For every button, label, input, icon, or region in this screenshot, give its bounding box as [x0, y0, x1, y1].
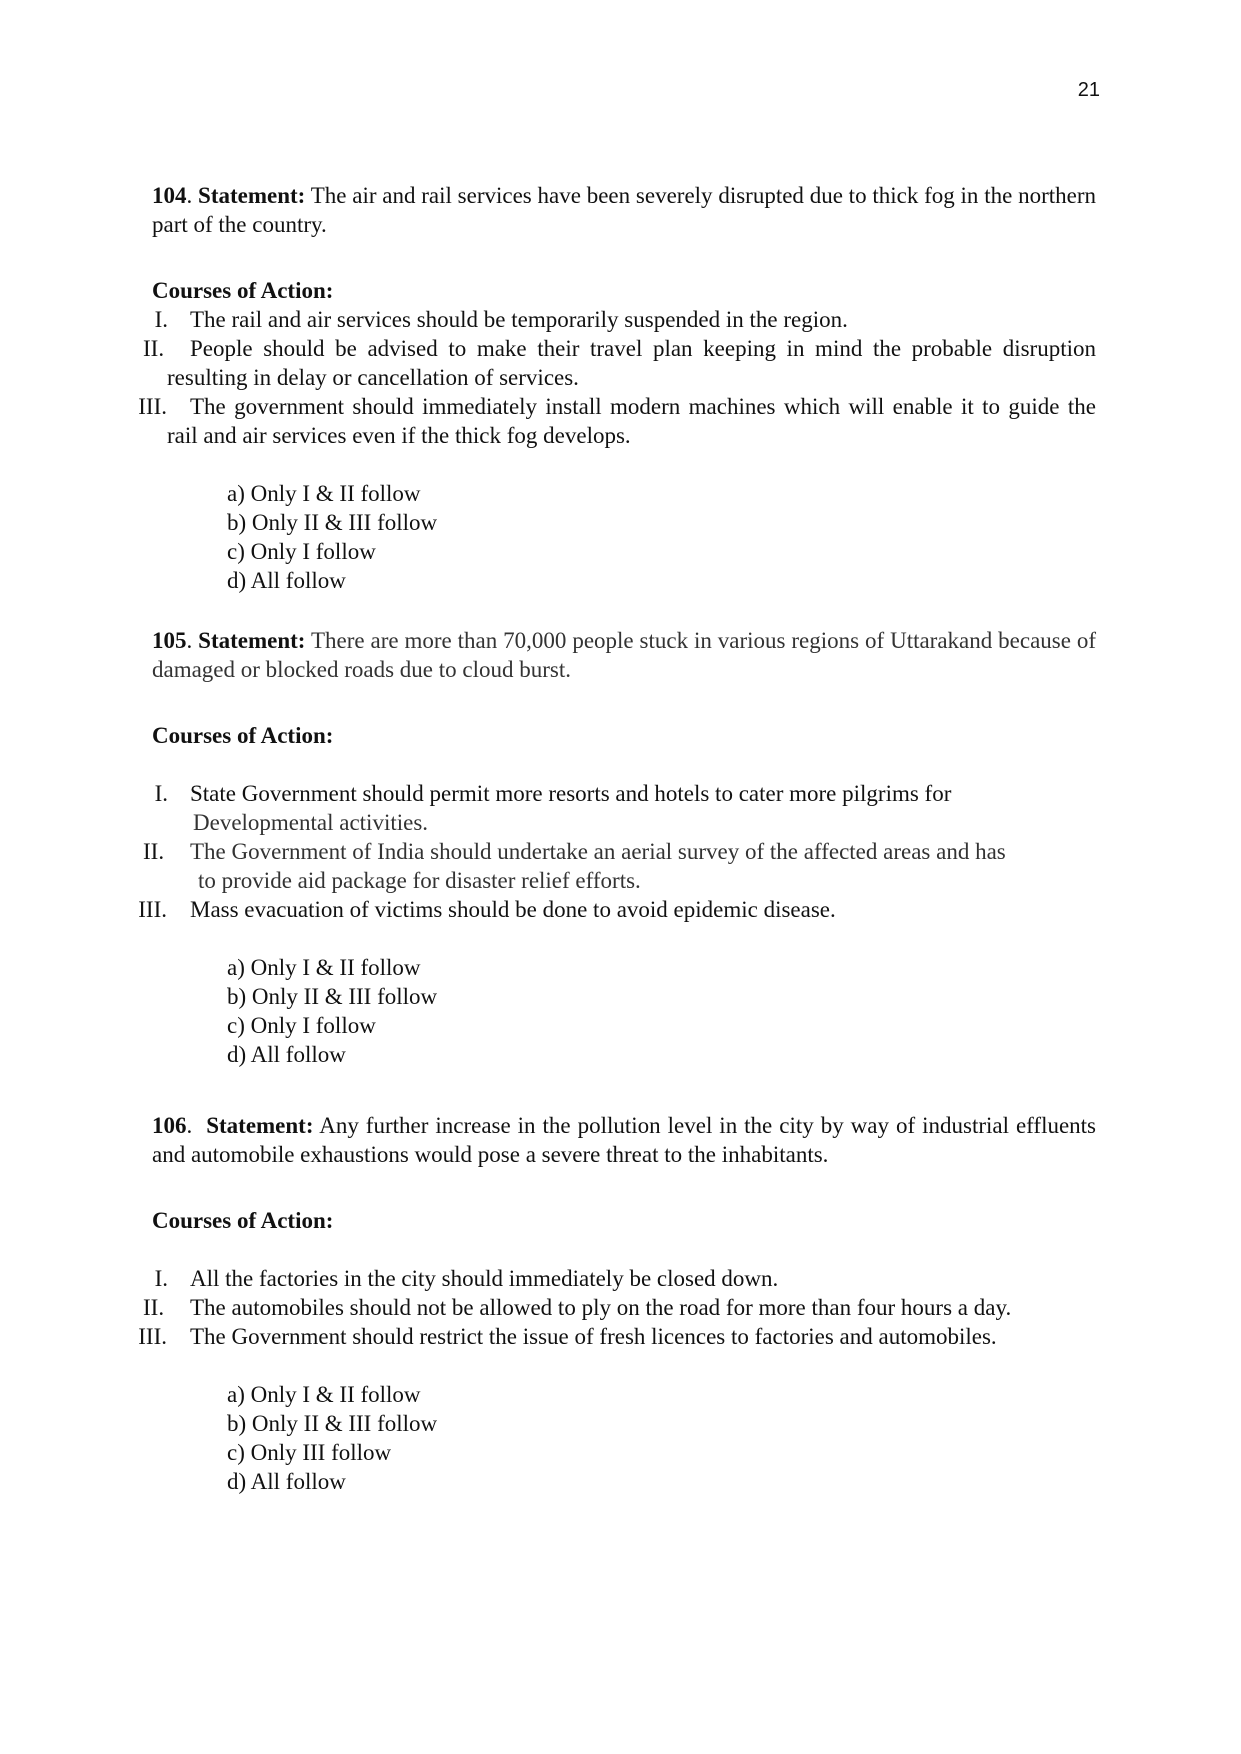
action-item: [143, 334, 1096, 392]
statement-label: Statement:: [198, 628, 306, 653]
option-d: d) All follow: [227, 568, 346, 593]
statement: 104. Statement: The air and rail services have been severely disrupted due to thick fog in the northern part of the country.: [152, 183, 1096, 237]
action-text: The Government should restrict the issue of fresh licences to factories and automobiles.: [190, 1324, 997, 1349]
answer-options: [152, 953, 1096, 1069]
action-item: [143, 837, 1096, 895]
option-c: c) Only III follow: [227, 1440, 392, 1465]
question-106: [138, 1111, 1097, 1496]
action-numeral: II.: [143, 336, 165, 361]
option-d: d) All follow: [227, 1042, 346, 1067]
action-item: [138, 392, 1096, 450]
action-numeral: II.: [143, 1295, 165, 1320]
action-item: [143, 1293, 1096, 1322]
action-text: People should be advised to make their travel plan keeping in mind the probable disruption resulting in delay or cancellation of services.: [167, 336, 1096, 390]
action-item: [152, 305, 1096, 334]
action-item: [152, 1264, 1096, 1293]
action-text: All the factories in the city should immediately be closed down.: [190, 1266, 779, 1291]
option-a: a) Only I & II follow: [227, 955, 421, 980]
statement-text: There are more than 70,000 people stuck in various regions of Uttarakand because of damaged or blocked roads due to cloud burst.: [152, 628, 1097, 682]
option-c: c) Only I follow: [227, 1013, 376, 1038]
question-104: [138, 181, 1096, 595]
answer-options: [152, 479, 1096, 595]
question-number: 105: [152, 628, 187, 653]
statement-label: Statement:: [206, 1113, 314, 1138]
statement-text: The air and rail services have been severely disrupted due to thick fog in the northern part of the country.: [152, 183, 1096, 237]
option-c: c) Only I follow: [227, 539, 376, 564]
option-a: a) Only I & II follow: [227, 1382, 421, 1407]
action-numeral: I.: [154, 307, 168, 332]
courses-heading: Courses of Action:: [152, 1208, 334, 1233]
statement: 106. Statement: Any further increase in the pollution level in the city by way of industrial effluents and automobile exhaustions would pose a severe threat to the inhabitants.: [152, 1113, 1097, 1167]
action-item: [152, 779, 1096, 837]
statement-text: Any further increase in the pollution level in the city by way of industrial effluents and automobile exhaustions would pose a severe threat to the inhabitants.: [152, 1113, 1097, 1167]
statement: 105. Statement: There are more than 70,000 people stuck in various regions of Uttarakand because of damaged or blocked roads due to cloud burst.: [152, 628, 1097, 682]
action-text-continued: to provide aid package for disaster relief efforts.: [198, 868, 641, 893]
action-numeral: III.: [138, 394, 167, 419]
action-text-continued: Developmental activities.: [193, 810, 429, 835]
page-number: 21: [1077, 79, 1100, 101]
action-text: The rail and air services should be temporarily suspended in the region.: [190, 307, 848, 332]
option-b: b) Only II & III follow: [227, 1411, 438, 1436]
courses-heading: Courses of Action:: [152, 723, 334, 748]
option-d: d) All follow: [227, 1469, 346, 1494]
action-numeral: III.: [138, 897, 167, 922]
action-numeral: II.: [143, 839, 165, 864]
question-number: 106: [152, 1113, 187, 1138]
action-text: The government should immediately install modern machines which will enable it to guide the rail and air services even if the thick fog develops.: [167, 394, 1096, 448]
action-text: State Government should permit more resorts and hotels to cater more pilgrims for: [190, 781, 952, 806]
option-a: a) Only I & II follow: [227, 481, 421, 506]
action-numeral: I.: [154, 1266, 168, 1291]
statement-label: Statement:: [198, 183, 306, 208]
action-item: [138, 895, 1096, 924]
action-text: The automobiles should not be allowed to ply on the road for more than four hours a day.: [190, 1295, 1012, 1320]
courses-heading: Courses of Action:: [152, 278, 334, 303]
action-numeral: III.: [138, 1324, 167, 1349]
action-numeral: I.: [154, 781, 168, 806]
option-b: b) Only II & III follow: [227, 510, 438, 535]
action-text: The Government of India should undertake an aerial survey of the affected areas and has: [190, 839, 1006, 864]
option-b: b) Only II & III follow: [227, 984, 438, 1009]
question-number: 104: [152, 183, 187, 208]
answer-options: [152, 1380, 1096, 1496]
action-item: [138, 1322, 1096, 1351]
question-105: [138, 626, 1097, 1069]
action-text: Mass evacuation of victims should be done to avoid epidemic disease.: [190, 897, 836, 922]
